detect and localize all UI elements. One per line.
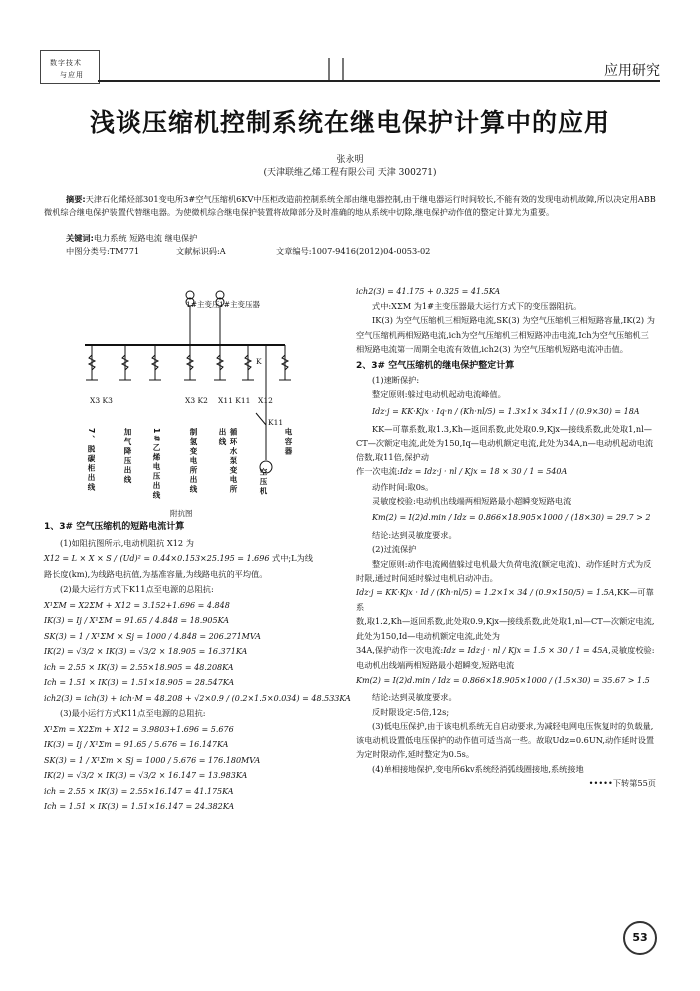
action-time: 动作时间:取0s。 [372, 481, 434, 492]
article-title: 浅谈压缩机控制系统在继电保护计算中的应用 [89, 108, 610, 137]
equation-max-3: SK(3) = 1 / X¹ΣM × Sj = 1000 / 4.848 = 206.271MVA [44, 631, 261, 641]
motor-switch [256, 413, 266, 425]
feeder-label-5: 循环水泵变电所出线 [218, 428, 238, 495]
subheading-instant-trip: (1)速断保护: [372, 375, 420, 386]
paragraph-impedance: (1)如阻抗图所示,电动机阻抗 X12 为 [60, 537, 194, 548]
equation-idzj2: Idz·j = KK·Kjx · Id / (Kh·nl/5) = 1.2×1× 34 / (0.9×150/5) = 1.5A,KK—可靠系 [356, 587, 654, 613]
feeder-label-3: 1#乙烯电压出线 [152, 428, 161, 501]
equation-min-5: ich = 2.55 × IK(3) = 2.55×16.147 = 41.175KA [44, 786, 234, 796]
switch-label-k2: X3 K2 [185, 396, 208, 405]
conclusion-2: 结论:达到灵敏度要求。 [372, 692, 457, 703]
section-label: 应用研究 [604, 63, 660, 79]
equation-x12: X12 = L × X × S / (Ud)² = 0.44×0.153×25.195 = 1.696 式中;L为线 [44, 553, 313, 563]
equation-min-1: X¹Σm = X2Σm + X12 = 3.9803+1.696 = 5.676 [44, 724, 234, 734]
page-number: 53 [623, 921, 657, 955]
equation-min-2: IK(3) = Ij / X¹Σm = 91.65 / 5.676 = 16.147KA [44, 740, 229, 749]
feeder-label-6: 空压机 [259, 468, 268, 497]
header-rule [98, 80, 660, 82]
journal-logo-line2: 与应用 [60, 71, 84, 79]
journal-logo-line1: 数字技术 [50, 59, 82, 67]
switch-label-x12: X12 [258, 396, 273, 405]
paragraph-definitions: IK(3) 为空气压缩机三相短路电流,SK(3) 为空气压缩机三相短路容量,IK(2) 为空气压缩机两相短路电流,ich为空气压缩机三相短路冲击电流,Ich为空气压缩机三相短路电流第一周期全电流有效值,ich2(3) 为空气压缩机短路电流冲击值。 [356, 315, 655, 354]
article-number: 文章编号:1007-9416(2012)04-0053-02 [276, 246, 431, 256]
transformer1-label: 1#主变压 [186, 300, 220, 309]
transformer2-label: 1#主变压器 [219, 300, 261, 309]
header-bar-left [328, 58, 330, 80]
feeder-label-4: 制氢变电所出线 [189, 428, 198, 495]
feeder-label-1: 7、脱碳柜出线 [87, 428, 96, 493]
sensitivity-check-2: 电动机出线端两相短路最小超瞬变,短路电流 [356, 660, 515, 671]
k11-label: K11 [268, 418, 284, 427]
k-label: K [256, 357, 262, 366]
paragraph-max-mode: (2)最大运行方式下K11点至电源的总阻抗: [60, 584, 214, 594]
equation-km: Km(2) = I(2)d.min / Idz = 0.866×18.905×1000 / (18×30) = 29.7 > 2 [372, 513, 651, 523]
equation-idzj: Idz·j = KK·Kjx · Iq·n / (Kh·nl/5) = 1.3×1× 34×11 / (0.9×30) = 18A [372, 406, 640, 416]
paragraph-min-mode: (3)最小运行方式K11点至电源的总阻抗: [60, 708, 206, 718]
author: 张永明 [336, 155, 364, 165]
clc-number: 中图分类号:TM771 [66, 246, 140, 256]
equation-min-3: SK(3) = 1 / X¹Σm × Sj = 1000 / 5.676 = 176.180MVA [44, 755, 261, 765]
paragraph-primary-current-1: 作一次电流:Idz = Idz·j · nl / Kjx = 18 × 30 / 1 = 540A [356, 466, 568, 477]
equation-max-4: IK(2) = √3/2 × IK(3) = √3/2 × 18.905 = 16.371KA [44, 647, 248, 656]
affiliation: (天津联维乙烯工程有限公司 天津 300271) [263, 168, 437, 178]
abstract: 摘要:天津石化烯烃部301变电所3#空气压缩机6KV中压柜改造前控制系统全部由继电器控制,由于继电器运行时间较长,不能有效的发现电动机故障,所以决定用ABB微机综合继电保护装置代替继电器。为使微机综合继电保护装置将故障部分及时准确的地从系统中切除,继电保护动作值的整定计算尤为重要。 [44, 194, 656, 217]
paragraph-where-x: 式中:XΣM 为1#主变压器最大运行方式下的变压器阻抗。 [372, 301, 582, 312]
switch-label-k11: X11 K11 [218, 396, 251, 405]
equation-max-2: IK(3) = Ij / X¹ΣM = 91.65 / 4.848 = 18.905KA [44, 616, 230, 625]
section-heading-1: 1、3# 空气压缩机的短路电流计算 [44, 522, 185, 532]
equation-km2: Km(2) = I(2)d.min / Idz = 0.866×18.905×1000 / (1.5×30) = 35.67 > 1.5 [356, 676, 650, 686]
switch-label-k3: X3 K3 [90, 396, 113, 405]
equation-min-6: Ich = 1.51 × IK(3) = 1.51×16.147 = 24.382KA [44, 802, 235, 811]
right-column [356, 285, 656, 790]
conclusion-1: 结论:达到灵敏度要求。 [372, 530, 457, 541]
paragraph-line-length: 路长度(km),为线路电抗值,为基准容量,为线路电抗的平均值。 [44, 568, 268, 579]
feeder-label-2: 加气降压出线 [123, 428, 132, 485]
inverse-time-setting: 反时限设定:5倍,12s; [372, 706, 450, 717]
equation-max-5: ich = 2.55 × IK(3) = 2.55×18.905 = 48.208KA [44, 662, 234, 672]
paragraph-coefficients-1: KK—可靠系数,取1.3,Kh—返回系数,此处取0.9,Kjx—接线系数,此处取1,nl—CT—次额定电流,此处为150,Iq—电动机额定电流,此处为34A,n—电动机起动电流倍数,取11倍,保护动 [356, 423, 654, 463]
header-bar-right [342, 58, 344, 80]
paragraph-ground-fault: (4)单相接地保护,变电所6kv系统经消弧线圈接地,系统接地 [372, 763, 584, 774]
section-heading-2: 2、3# 空气压缩机的继电保护整定计算 [356, 361, 515, 372]
capacitor-label: 电容器 [284, 428, 293, 457]
equation-max-1: X¹ΣM = X2ΣM + X12 = 3.152+1.696 = 4.848 [44, 600, 230, 610]
document-code: 文献标识码:A [176, 246, 226, 256]
setting-principle-1: 整定原则:躲过电动机起动电流峰值。 [372, 389, 506, 400]
equation-max-7: ich2(3) = ich(3) + ich·M = 48.208 + √2×0.9 / (0.2×1.5×0.034) = 48.533KA [44, 693, 351, 703]
keywords: 关键词:电力系统 短路电流 继电保护 [66, 233, 198, 243]
sensitivity-check-1: 灵敏度校验:电动机出线端两相短路最小超瞬变短路电流 [372, 495, 572, 506]
subheading-overcurrent: (2)过流保护 [372, 544, 417, 555]
equation-min-4: IK(2) = √3/2 × IK(3) = √3/2 × 16.147 = 13.983KA [44, 771, 248, 780]
setting-principle-2: 整定原则:动作电流阈值躲过电机最大负荷电流(额定电流)、动作延时方式为反时限,通过时间延时躲过电机启动冲击。 [356, 558, 652, 583]
left-column [44, 520, 351, 815]
paragraph-coefficients-2: 数,取1.2,Kh—返回系数,此处取0.9,Kjx—接线系数,此处取1,nl—CT—次额定电流,此处为150,Id—电动机额定电流,此处为 [356, 616, 655, 641]
figure-caption: 附抗图 [170, 509, 193, 518]
continued-note: •••••下转第55页 [588, 777, 656, 788]
equation-max-6: Ich = 1.51 × IK(3) = 1.51×18.905 = 28.547KA [44, 678, 235, 687]
paragraph-primary-current-2: 34A,保护动作一次电流:Idz = Idz·j · nl / Kjx = 1.5 × 30 / 1 = 45A,灵敏度校验: [356, 644, 655, 655]
paragraph-undervoltage: (3)低电压保护,由于该电机系统无自启动要求,为减轻电网电压恢复时的负载量,该电动机设置低电压保护的动作值可适当高一些。故取Udz=0.6UN,动作延时设置为定时限动作,延时整定为0.5s。 [356, 720, 655, 760]
equation-ich2: ich2(3) = 41.175 + 0.325 = 41.5KA [356, 287, 501, 296]
